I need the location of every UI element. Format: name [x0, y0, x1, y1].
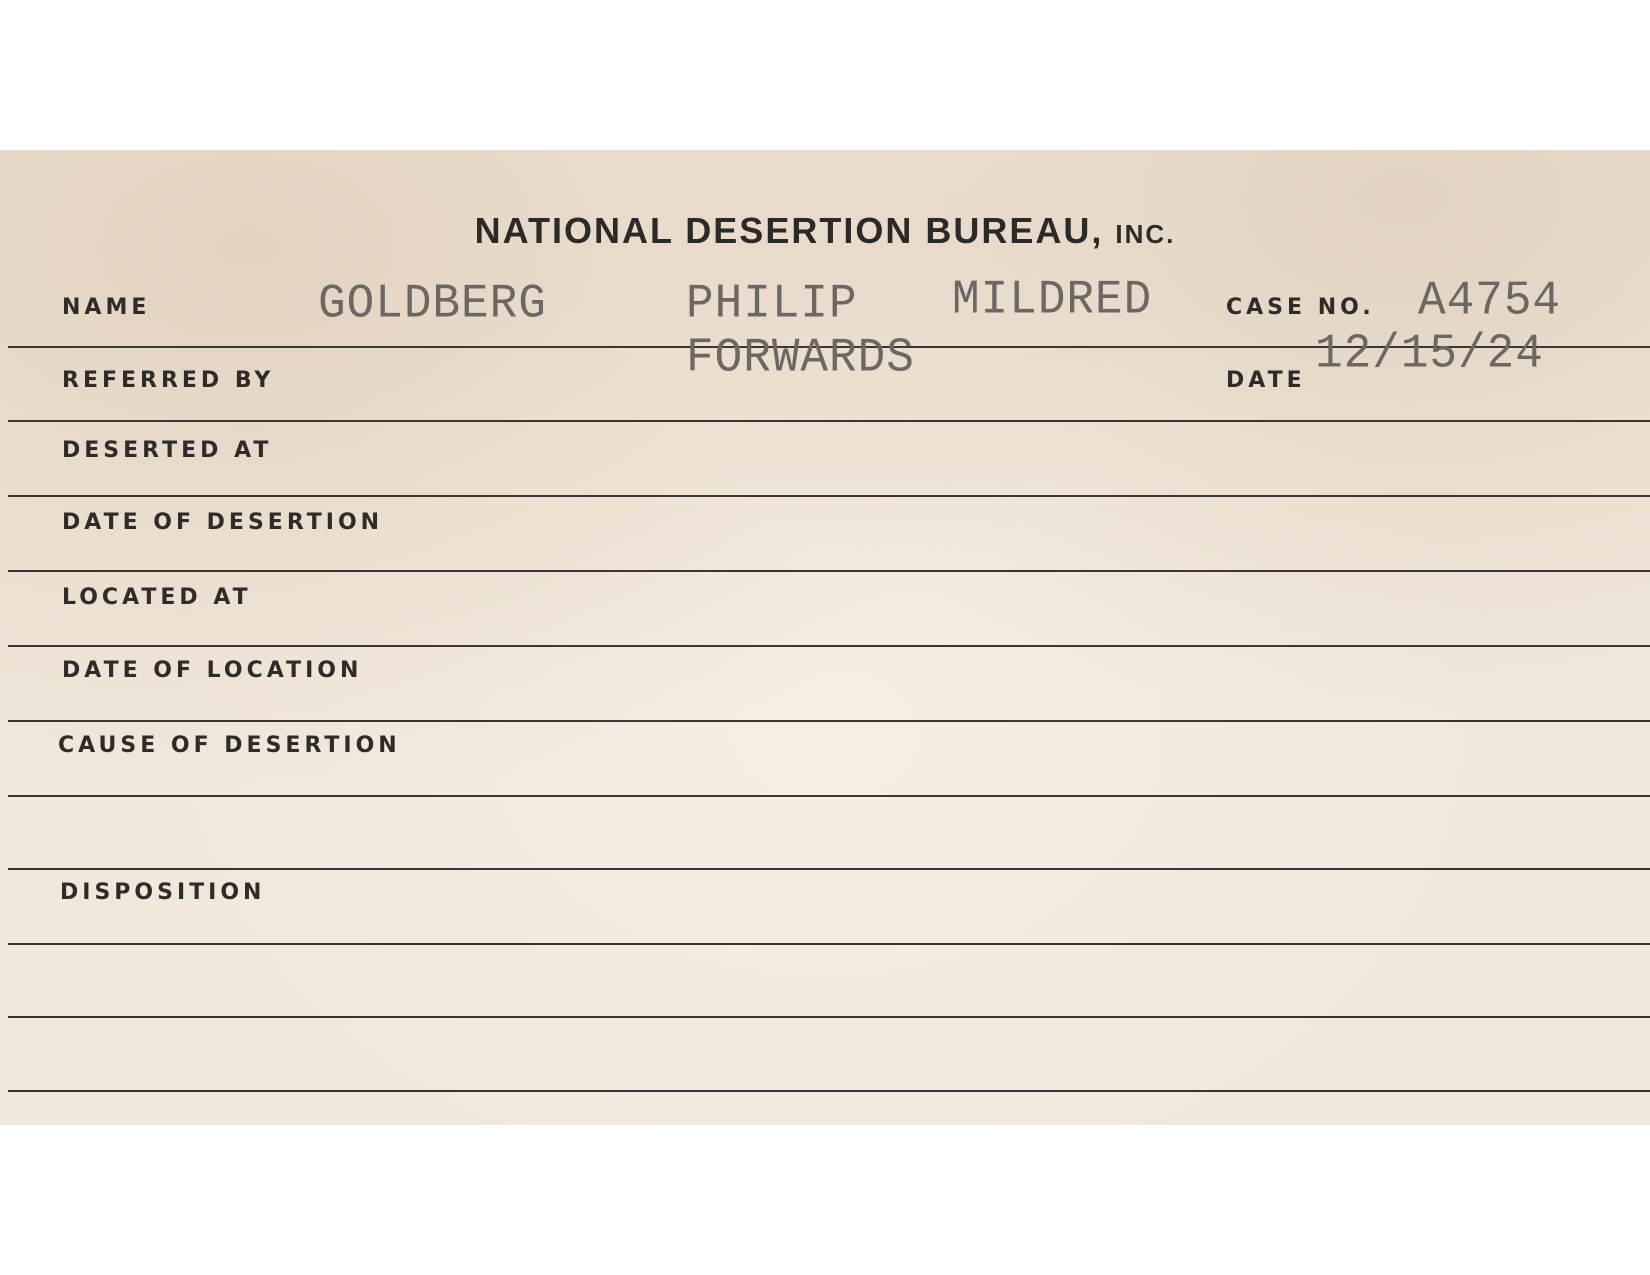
date-of-location-label: DATE OF LOCATION	[62, 658, 363, 683]
card-title	[0, 210, 1650, 252]
disposition-label: DISPOSITION	[60, 880, 266, 905]
name-label: NAME	[62, 295, 151, 320]
referred-by-value: FORWARDS	[686, 330, 915, 386]
index-card	[0, 150, 1650, 1125]
referred-by-label: REFERRED BY	[62, 368, 275, 393]
surname-value: GOLDBERG	[318, 276, 547, 332]
card-title-suffix: INC.	[1115, 219, 1176, 249]
deserted-at-label: DESERTED AT	[62, 438, 273, 463]
rule-blank-3	[8, 1090, 1650, 1092]
case-no-label: CASE NO.	[1226, 295, 1375, 320]
rule-blank-1	[8, 868, 1650, 870]
located-at-label: LOCATED AT	[62, 585, 252, 610]
rule-blank-2	[8, 1016, 1650, 1018]
first-name-value: PHILIP	[686, 276, 858, 332]
rule-referred-by	[8, 420, 1650, 422]
rule-disposition	[8, 943, 1650, 945]
rule-cause-of-desertion	[8, 795, 1650, 797]
rule-date-of-location	[8, 720, 1650, 722]
rule-deserted-at	[8, 495, 1650, 497]
date-label: DATE	[1226, 368, 1306, 393]
date-of-desertion-label: DATE OF DESERTION	[62, 510, 384, 535]
rule-located-at	[8, 645, 1650, 647]
date-value: 12/15/24	[1315, 326, 1544, 382]
cause-of-desertion-label: CAUSE OF DESERTION	[58, 733, 401, 758]
second-name-value: MILDRED	[952, 272, 1153, 328]
rule-date-of-desertion	[8, 570, 1650, 572]
card-title-text: NATIONAL DESERTION BUREAU,	[474, 210, 1104, 251]
case-no-value: A4754	[1418, 273, 1562, 329]
